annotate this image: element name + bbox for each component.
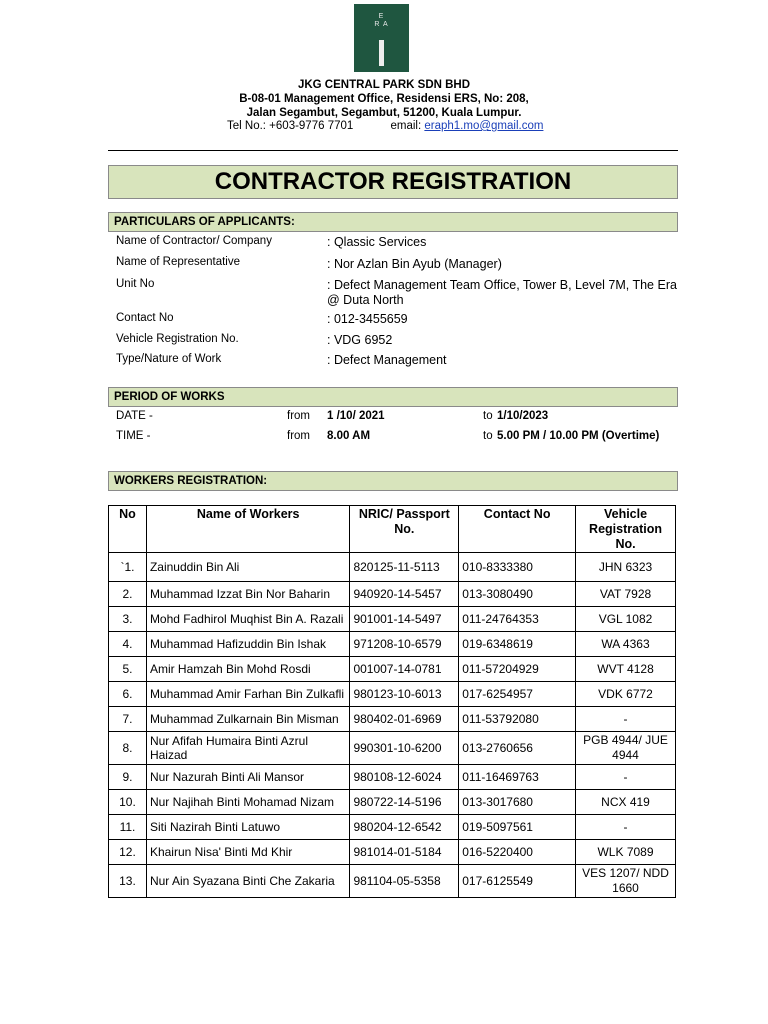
row-name: Mohd Fadhirol Muqhist Bin A. Razali [146,607,350,632]
workers-heading: WORKERS REGISTRATION: [108,471,678,491]
date-to-label: to [483,410,493,422]
row-contact: 013-3017680 [459,790,576,815]
row-no: 13. [109,865,147,898]
row-vehicle: VES 1207/ NDD 1660 [576,865,676,898]
row-name: Amir Hamzah Bin Mohd Rosdi [146,657,350,682]
row-nric: 981104-05-5358 [350,865,459,898]
form-title: CONTRACTOR REGISTRATION [108,165,678,199]
work-type-value: : Defect Management [327,353,447,367]
company-logo [354,4,409,72]
contractor-company-label: Name of Contractor/ Company [116,235,272,247]
row-nric: 990301-10-6200 [350,732,459,765]
row-contact: 013-3080490 [459,582,576,607]
email-label: email: [390,120,422,132]
row-nric: 820125-11-5113 [350,553,459,582]
row-vehicle: PGB 4944/ JUE 4944 [576,732,676,765]
logo-text-middle: R A [374,21,389,28]
contact-no-label: Contact No [116,312,174,324]
table-row [109,657,676,682]
unit-no-label: Unit No [116,278,155,290]
date-to-value: 1/10/2023 [497,410,549,422]
row-vehicle: VGL 1082 [576,607,676,632]
row-no: 11. [109,815,147,840]
row-vehicle: WLK 7089 [576,840,676,865]
contractor-company-value: : Qlassic Services [327,235,427,249]
row-vehicle: VDK 6772 [576,682,676,707]
row-nric: 981014-01-5184 [350,840,459,865]
company-address-line2: Jalan Segambut, Segambut, 51200, Kuala Lumpur. [246,107,522,119]
row-no: 5. [109,657,147,682]
row-contact: 011-16469763 [459,765,576,790]
row-vehicle: NCX 419 [576,790,676,815]
row-no: 3. [109,607,147,632]
row-contact: 017-6254957 [459,682,576,707]
row-contact: 010-8333380 [459,553,576,582]
row-vehicle: - [576,815,676,840]
row-name: Nur Nazurah Binti Ali Mansor [146,765,350,790]
header-divider [108,150,678,151]
logo-text-top: E [378,13,385,20]
table-row [109,765,676,790]
time-from-label: from [287,430,310,442]
date-label: DATE - [116,410,153,422]
vehicle-registration-value: : VDG 6952 [327,333,393,347]
time-from-value: 8.00 AM [327,430,371,442]
row-contact: 019-6348619 [459,632,576,657]
row-vehicle: WVT 4128 [576,657,676,682]
time-to-value: 5.00 PM / 10.00 PM (Overtime) [497,430,660,442]
time-label: TIME - [116,430,151,442]
date-from-value: 1 /10/ 2021 [327,410,385,422]
row-nric: 980402-01-6969 [350,707,459,732]
row-name: Nur Najihah Binti Mohamad Nizam [146,790,350,815]
company-name: JKG CENTRAL PARK SDN BHD [297,79,471,91]
row-vehicle: JHN 6323 [576,553,676,582]
row-name: Siti Nazirah Binti Latuwo [146,815,350,840]
row-no: 12. [109,840,147,865]
row-no: `1. [109,553,147,582]
row-contact: 017-6125549 [459,865,576,898]
workers-table [108,505,676,898]
table-row [109,582,676,607]
column-header-nric: NRIC/ Passport No. [350,506,459,553]
telephone-number: Tel No.: +603-9776 7701 [227,120,354,132]
row-name: Muhammad Zulkarnain Bin Misman [146,707,350,732]
row-vehicle: - [576,765,676,790]
row-contact: 011-57204929 [459,657,576,682]
row-no: 6. [109,682,147,707]
row-contact: 013-2760656 [459,732,576,765]
table-row [109,707,676,732]
row-nric: 901001-14-5497 [350,607,459,632]
row-nric: 940920-14-5457 [350,582,459,607]
table-row [109,840,676,865]
row-contact: 011-53792080 [459,707,576,732]
row-vehicle: - [576,707,676,732]
row-nric: 980108-12-6024 [350,765,459,790]
email-link[interactable]: eraph1.mo@gmail.com [424,120,544,132]
column-header-no: No [109,506,147,553]
table-row [109,865,676,898]
row-no: 10. [109,790,147,815]
particulars-heading: PARTICULARS OF APPLICANTS: [108,212,678,232]
row-no: 8. [109,732,147,765]
row-nric: 980722-14-5196 [350,790,459,815]
date-from-label: from [287,410,310,422]
row-vehicle: VAT 7928 [576,582,676,607]
table-row [109,607,676,632]
contact-no-value: : 012-3455659 [327,312,408,326]
row-contact: 019-5097561 [459,815,576,840]
representative-value: : Nor Azlan Bin Ayub (Manager) [327,257,502,271]
row-name: Muhammad Hafizuddin Bin Ishak [146,632,350,657]
row-name: Nur Ain Syazana Binti Che Zakaria [146,865,350,898]
row-name: Muhammad Amir Farhan Bin Zulkafli [146,682,350,707]
period-heading: PERIOD OF WORKS [108,387,678,407]
row-nric: 980204-12-6542 [350,815,459,840]
column-header-name: Name of Workers [146,506,350,553]
table-row [109,682,676,707]
unit-no-value: : Defect Management Team Office, Tower B, Level 7M, The Era @ Duta North [327,278,677,307]
row-no: 2. [109,582,147,607]
row-name: Muhammad Izzat Bin Nor Baharin [146,582,350,607]
time-to-label: to [483,430,493,442]
column-header-contact: Contact No [459,506,576,553]
row-no: 4. [109,632,147,657]
row-no: 9. [109,765,147,790]
company-address-line1: B-08-01 Management Office, Residensi ERS, No: 208, [239,93,529,105]
row-contact: 016-5220400 [459,840,576,865]
table-row [109,815,676,840]
row-contact: 011-24764353 [459,607,576,632]
column-header-vehicle: Vehicle Registration No. [576,506,676,553]
row-name: Zainuddin Bin Ali [146,553,350,582]
row-no: 7. [109,707,147,732]
contact-line [227,120,543,132]
representative-label: Name of Representative [116,256,241,268]
logo-bar [379,40,384,66]
work-type-label: Type/Nature of Work [116,353,222,365]
table-header-row [109,506,676,553]
row-vehicle: WA 4363 [576,632,676,657]
row-name: Nur Afifah Humaira Binti Azrul Haizad [146,732,350,765]
table-row [109,553,676,582]
row-name: Khairun Nisa' Binti Md Khir [146,840,350,865]
table-row [109,732,676,765]
row-nric: 001007-14-0781 [350,657,459,682]
row-nric: 980123-10-6013 [350,682,459,707]
table-row [109,632,676,657]
table-row [109,790,676,815]
vehicle-registration-label: Vehicle Registration No. [116,333,239,345]
row-nric: 971208-10-6579 [350,632,459,657]
